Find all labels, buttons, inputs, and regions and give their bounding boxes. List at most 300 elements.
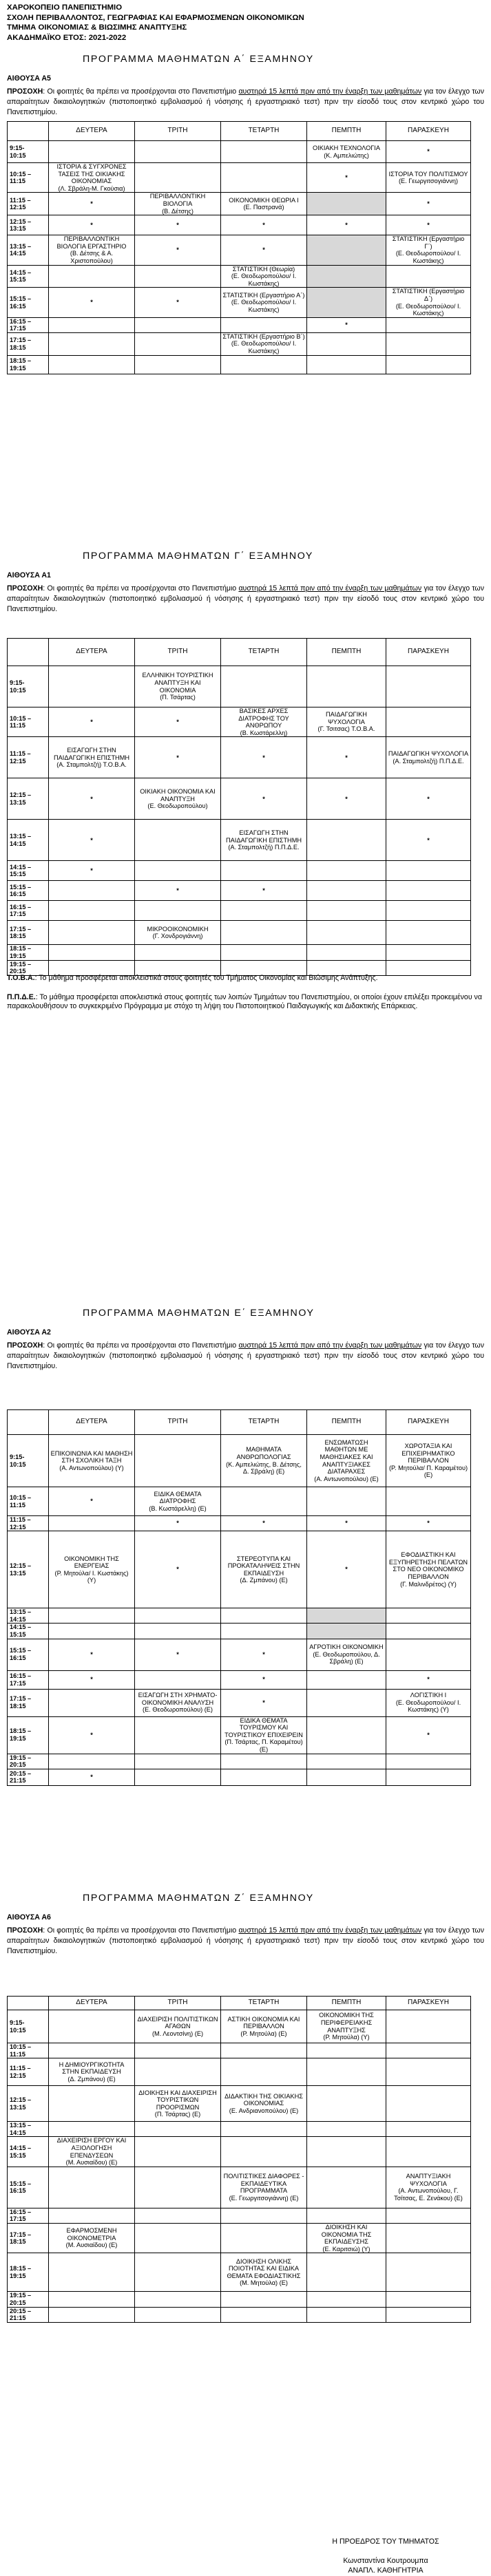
time-row [8,2010,471,2043]
course-cell [49,2058,135,2086]
course-cell [135,141,221,163]
course-name: ΠΕΡΙΒΑΛΛΟΝΤΙΚΗ ΒΙΟΛΟΓΙΑ ΕΡΓΑΣΤΗΡΙΟ [56,235,127,250]
empty-slot-mark: * [176,221,179,228]
instructor: (Α. Σταμπολτζή) Τ.Ο.Β.Α. [56,761,127,769]
time-row [8,1769,471,1785]
course-cell [307,193,386,215]
course-cell [135,265,221,288]
day-header: ΠΕΜΠΤΗ [307,1410,386,1435]
course-cell [386,2167,471,2208]
course-name: ΕΦΟΔΙΑΣΤΙΚΗ ΚΑΙ ΕΞΥΠΗΡΕΤΗΣΗ ΠΕΛΑΤΩΝ ΣΤΟ ΝΕΟ ΟΙΚΟΝΟΜΙΚΟ ΠΕΡΙΒΑΛΛΟΝ [388,1551,468,1580]
course-cell [135,1435,221,1487]
course-name: ΣΤΑΤΙΣΤΙΚΗ (Θεωρία) [232,265,295,273]
instructor: (Ε. Θεοδωροπούλου, Δ. Σβράλη) (Ε) [313,1650,380,1665]
course-cell [386,2223,471,2253]
course-cell [307,355,386,374]
day-header: ΤΡΙΤΗ [135,1997,221,2010]
course-cell [49,945,135,960]
course-cell [307,1769,386,1785]
empty-slot-mark: * [427,1676,430,1683]
empty-slot-mark: * [345,754,348,761]
course-cell [386,1716,471,1754]
course-cell [221,737,307,778]
course-name: ΙΣΤΟΡΙΑ & ΣΥΓΧΡΟΝΕΣ ΤΑΣΕΙΣ ΤΗΣ ΟΙΚΙΑΚΗΣ ΟΙΚΟΝΟΜΙΑΣ [56,163,127,185]
course-cell [386,1639,471,1670]
course-cell [49,141,135,163]
timetable [7,1409,471,1786]
day-header: ΠΕΜΠΤΗ [307,1997,386,2010]
course-cell [135,235,221,265]
room-label: ΑΙΘΟΥΣΑ Α6 [7,1913,51,1922]
course-cell [135,163,221,193]
course-cell [135,2167,221,2208]
course-cell [307,2122,386,2137]
empty-slot-mark: * [90,836,93,844]
time-slot: 16:15 – 17:15 [8,317,49,332]
day-header: ΔΕΥΤΕΡΑ [49,639,135,666]
empty-slot-mark: * [427,148,430,156]
course-cell [307,2043,386,2058]
room-label: ΑΙΘΟΥΣΑ Α1 [7,571,51,579]
course-name: ΕΙΣΑΓΩΓΗ ΣΤΗ ΧΡΗΜΑΤΟ-ΟΙΚΟΝΟΜΙΚΗ ΑΝΑΛΥΣΗ [138,1692,218,1706]
instructor: (Μ. Αυσιαίδου) (Ε) [65,2159,118,2167]
course-cell [307,820,386,861]
notice-label: ΠΡΟΣΟΧΗ [7,87,43,96]
time-slot: 9:15- 10:15 [8,141,49,163]
course-cell [221,945,307,960]
time-slot: 11:15 – 12:15 [8,1516,49,1531]
timetable [7,121,471,374]
semester-section [7,54,484,372]
time-slot: 9:15- 10:15 [8,2010,49,2043]
course-cell [386,921,471,945]
time-slot: 15:15 – 16:15 [8,2167,49,2208]
time-row [8,2122,471,2137]
course-name: ΠΑΙΔΑΓΩΓΙΚΗ ΨΥΧΟΛΟΓΙΑ [388,750,469,758]
course-cell [135,1608,221,1624]
course-cell [221,1624,307,1639]
course-cell [135,317,221,332]
course-cell [307,1516,386,1531]
course-cell [307,2010,386,2043]
empty-slot-mark: * [176,887,179,895]
course-cell [135,1624,221,1639]
instructor: (Α. Σταμπολτζή) Π.Π.Δ.Ε. [228,844,300,851]
time-row [8,265,471,288]
course-name: ΔΙΟΙΚΗΣΗ ΚΑΙ ΟΙΚΟΝΟΜΙΑ ΤΗΣ ΕΚΠΑΙΔΕΥΣΗΣ [321,2223,372,2246]
course-cell [49,2043,135,2058]
empty-slot-mark: * [262,754,265,761]
course-cell [221,265,307,288]
day-header: ΤΡΙΤΗ [135,122,221,141]
course-cell [307,1435,386,1487]
attendance-notice [7,584,484,615]
empty-slot-mark: * [345,1566,348,1573]
department-name: ΤΜΗΜΑ ΟΙΚΟΝΟΜΙΑΣ & ΒΙΩΣΙΜΗΣ ΑΝΑΠΤΥΞΗΣ [7,23,187,32]
time-row [8,193,471,215]
course-name: ΑΣΤΙΚΗ ΟΙΚΟΝΟΜΙΑ ΚΑΙ ΠΕΡΙΒΑΛΛΟΝ [227,2015,300,2030]
time-row [8,1754,471,1769]
course-cell [221,2307,307,2322]
course-cell [135,778,221,820]
empty-slot-mark: * [262,1650,265,1658]
empty-slot-mark: * [90,1731,93,1738]
instructor: (Π. Τσάρτας) (Ε) [154,2111,201,2118]
course-name: ΙΣΤΟΡΙΑ ΤΟΥ ΠΟΛΙΤΙΣΜΟΥ [388,170,468,178]
instructor: (Ρ. Μητούλα/ Π. Καραμέτου) (Ε) [388,1464,468,1479]
empty-slot-mark: * [427,795,430,802]
course-cell [135,881,221,901]
instructor: (Ε. Γεωργιτσογιάννη) (Ε) [229,2194,299,2202]
instructor: (Ρ. Μητούλα/ Ι. Κωστάκης) (Υ) [54,1569,129,1584]
course-cell [49,215,135,235]
instructor: (Β. Κωστάρελλη) (Ε) [149,1504,207,1512]
course-cell [307,2253,386,2292]
course-name: ΠΟΛΙΤΙΣΤΙΚΕΣ ΔΙΑΦΟΡΕΣ - ΕΚΠΑΙΔΕΥΤΙΚΑ ΠΡΟΓΡΑΜΜΑΤΑ [223,2173,304,2195]
course-name: ΕΦΑΡΜΟΣΜΕΝΗ ΟΙΚΟΝΟΜΕΤΡΙΑ [66,2227,117,2242]
time-slot: 10:15 – 11:15 [8,2043,49,2058]
empty-slot-mark: * [90,221,93,228]
day-header: ΤΕΤΑΡΤΗ [221,639,307,666]
course-name: ΧΩΡΟΤΑΞΙΑ ΚΑΙ ΕΠΙΧΕΙΡΗΜΑΤΙΚΟ ΠΕΡΙΒΑΛΛΟΝ [401,1443,455,1465]
instructor: (Β. Κωστάρελλη) [240,729,288,736]
header-corner [8,122,49,141]
course-cell [49,861,135,881]
instructor: (Ε. Θεοδωροπούλου) [147,802,208,810]
course-cell [49,2010,135,2043]
empty-slot-mark: * [176,1520,179,1527]
time-slot: 16:15 – 17:15 [8,2208,49,2223]
course-cell [221,2086,307,2122]
empty-slot-mark: * [262,1676,265,1683]
course-cell [135,861,221,881]
course-name: ΔΙΑΧΕΙΡΙΣΗ ΠΟΛΙΤΙΣΤΙΚΩΝ ΑΓΑΘΩΝ [137,2015,218,2030]
time-slot: 10:15 – 11:15 [8,1487,49,1516]
course-cell [221,2137,307,2167]
time-row [8,215,471,235]
course-cell [386,707,471,737]
empty-slot-mark: * [176,1650,179,1658]
course-cell [386,2010,471,2043]
course-cell [135,945,221,960]
empty-slot-mark: * [345,795,348,802]
day-header: ΤΕΤΑΡΤΗ [221,1997,307,2010]
notice-label: ΠΡΟΣΟΧΗ [7,1341,43,1350]
empty-slot-mark: * [345,321,348,328]
instructor: (Ε. Θεοδωροπούλου/ Ι. Κωστάκης) [231,340,297,355]
course-cell [135,2223,221,2253]
time-slot: 12:15 – 13:15 [8,778,49,820]
notice-emphasis: αυστηρά 15 λεπτά πριν από την έναρξη των μαθημάτων [238,1926,422,1935]
course-cell [49,265,135,288]
time-row [8,960,471,975]
time-row [8,355,471,374]
course-cell [386,332,471,355]
course-cell [386,820,471,861]
time-row [8,737,471,778]
course-cell [221,288,307,317]
course-cell [386,355,471,374]
time-slot: 13:15 – 14:15 [8,2122,49,2137]
course-name: ΕΝΣΩΜΑΤΩΣΗ ΜΑΘΗΤΩΝ ΜΕ ΜΑΘΗΣΙΑΚΕΣ ΚΑΙ ΑΝΑΠΤΥΞΙΑΚΕΣ ΔΙΑΤΑΡΑΧΕΣ [320,1438,373,1476]
course-cell [135,1754,221,1769]
course-name: ΣΤΑΤΙΣΤΙΚΗ (Εργαστήριο Γ΄) [392,235,465,250]
course-cell [49,355,135,374]
course-cell [221,2010,307,2043]
course-cell [386,778,471,820]
notice-label: ΠΡΟΣΟΧΗ [7,584,43,593]
course-cell [49,707,135,737]
instructor: (Α. Αντωνοπούλου, Γ. Τσίτσας, Ε. Ζενάκου) (Ε) [394,2187,463,2202]
empty-slot-mark: * [427,836,430,844]
course-cell [221,861,307,881]
course-cell [386,1608,471,1624]
day-header: ΠΑΡΑΣΚΕΥΗ [386,122,471,141]
time-row [8,945,471,960]
course-cell [49,2307,135,2322]
instructor: (Ε. Θεοδωροπούλου/ Ι. Κωστάκης) [231,299,297,313]
course-cell [221,1769,307,1785]
footnote-text: : Το μάθημα προσφέρεται αποκλειστικά στους φοιτητές των λοιπών Τμημάτων του Πανεπιστημίου, οι οποίοι έχουν επιλέξει προκειμένου να παρακολουθήσουν το συγκεκριμένο Πρόγραμμα με στόχο τη λήψη του Πιστοποιητικού Παιδαγωγικής και Διδακτικής Επάρκειας. [7,993,482,1010]
course-cell [386,141,471,163]
empty-slot-mark: * [345,173,348,181]
section-title: ΠΡΟΓΡΑΜΜΑ ΜΑΘΗΜΑΤΩΝ Α΄ ΕΞΑΜΗΝΟΥ [83,54,314,65]
empty-slot-mark: * [262,887,265,895]
time-row [8,921,471,945]
time-row [8,332,471,355]
academic-year: ΑΚΑΔΗΜΑΪΚΟ ΕΤΟΣ: 2021-2022 [7,33,127,42]
course-name: ΟΙΚΟΝΟΜΙΚΗ ΤΗΣ ΠΕΡΙΦΕΡΕΙΑΚΗΣ ΑΝΑΠΤΥΞΗΣ [319,2012,374,2034]
course-cell [49,1516,135,1531]
day-header: ΤΡΙΤΗ [135,1410,221,1435]
time-row [8,1639,471,1670]
time-slot: 14:15 – 15:15 [8,1624,49,1639]
time-slot: 17:15 – 18:15 [8,332,49,355]
day-header: ΤΡΙΤΗ [135,639,221,666]
instructor: (Ε. Θεοδωροπούλου/ Ι. Κωστάκης) (Υ) [395,1699,461,1714]
course-cell [49,193,135,215]
course-cell [307,1639,386,1670]
course-cell [135,2122,221,2137]
time-slot: 10:15 – 11:15 [8,163,49,193]
empty-slot-mark: * [262,221,265,228]
time-slot: 18:15 – 19:15 [8,1716,49,1754]
time-row [8,1670,471,1689]
empty-slot-mark: * [427,1731,430,1738]
time-row [8,820,471,861]
time-slot: 11:15 – 12:15 [8,193,49,215]
course-name: ΔΙΟΙΚΗΣΗ ΟΛΙΚΗΣ ΠΟΙΟΤΗΤΑΣ ΚΑΙ ΕΙΔΙΚΑ ΘΕΜΑΤΑ ΕΦΟΔΙΑΣΤΙΚΗΣ [227,2257,301,2279]
time-slot: 15:15 – 16:15 [8,881,49,901]
time-row [8,1435,471,1487]
notice-text-end: για τον έλεγχο των απαραίτητων δικαιολογητικών (πιστοποιητικό εμβολιασμού ή νόσησης ή εργαστηριακό τεστ) πριν την είσοδό τους στον κεντρικό χώρο του Πανεπιστημίου. [7,584,484,613]
instructor: (Μ. Μητούλα) (Ε) [240,2279,288,2287]
course-cell [135,666,221,707]
course-cell [49,1716,135,1754]
footnote [7,974,484,983]
course-cell [221,193,307,215]
time-row [8,2167,471,2208]
day-header: ΔΕΥΤΕΡΑ [49,122,135,141]
empty-slot-mark: * [90,1650,93,1658]
course-cell [386,2208,471,2223]
course-name: ΟΙΚΟΝΟΜΙΚΗ ΤΗΣ ΕΝΕΡΓΕΙΑΣ [64,1555,119,1570]
instructor: (Ε. Καριτσιώ) (Υ) [322,2245,370,2253]
course-cell [135,2137,221,2167]
course-cell [135,1769,221,1785]
time-row [8,2253,471,2292]
time-row [8,2043,471,2058]
instructor: (Ε. Θεοδωροπούλου/ Ι. Κωστάκης) [231,273,297,287]
course-name: ΠΑΙΔΑΓΩΓΙΚΗ ΨΥΧΟΛΟΓΙΑ [326,711,367,725]
course-cell [386,317,471,332]
course-cell [307,778,386,820]
course-name: ΔΙΔΑΚΤΙΚΗ ΤΗΣ ΟΙΚΙΑΚΗΣ ΟΙΚΟΝΟΜΙΑΣ [224,2092,303,2107]
course-cell [386,193,471,215]
course-cell [221,778,307,820]
course-cell [49,1769,135,1785]
course-cell [386,2307,471,2322]
course-cell [307,163,386,193]
semester-section [7,1308,484,1785]
course-cell [135,707,221,737]
course-cell [386,1670,471,1689]
course-cell [386,1435,471,1487]
header-corner [8,639,49,666]
course-cell [386,1516,471,1531]
course-cell [386,1487,471,1516]
time-slot: 14:15 – 15:15 [8,2137,49,2167]
empty-slot-mark: * [262,246,265,254]
course-cell [221,1516,307,1531]
course-cell [386,2122,471,2137]
empty-slot-mark: * [262,1520,265,1527]
course-name: ΟΙΚΙΑΚΗ ΟΙΚΟΝΟΜΙΑ ΚΑΙ ΑΝΑΠΤΥΞΗ [140,787,216,802]
empty-slot-mark: * [90,867,93,875]
time-slot: 13:15 – 14:15 [8,235,49,265]
course-name: ΔΙΟΙΚΗΣΗ ΚΑΙ ΔΙΑΧΕΙΡΙΣΗ ΤΟΥΡΙΣΤΙΚΩΝ ΠΡΟΟΡΙΣΜΩΝ [138,2089,217,2111]
notice-emphasis: αυστηρά 15 λεπτά πριν από την έναρξη των μαθημάτων [238,87,422,96]
signature-block [296,2537,475,2575]
notice-text-end: για τον έλεγχο των απαραίτητων δικαιολογητικών (πιστοποιητικό εμβολιασμού ή νόσησης ή εργαστηριακό τεστ) πριν την είσοδό τους στον κεντρικό χώρο του Πανεπιστημίου. [7,1926,484,1955]
attendance-notice [7,1926,484,1957]
course-cell [307,707,386,737]
time-slot: 13:15 – 14:15 [8,1608,49,1624]
course-cell [386,2058,471,2086]
course-cell [386,215,471,235]
course-cell [135,288,221,317]
course-cell [386,2253,471,2292]
course-cell [386,945,471,960]
notice-text: : Οι φοιτητές θα πρέπει να προσέρχονται στο Πανεπιστήμιο [43,584,239,593]
time-row [8,288,471,317]
course-cell [49,2167,135,2208]
course-cell [49,1487,135,1516]
course-name: ΟΙΚΙΑΚΗ ΤΕΧΝΟΛΟΓΙΑ [313,144,380,151]
notice-emphasis: αυστηρά 15 λεπτά πριν από την έναρξη των μαθημάτων [238,584,422,593]
notice-text: : Οι φοιτητές θα πρέπει να προσέρχονται στο Πανεπιστήμιο [43,1341,239,1350]
course-cell [307,215,386,235]
course-cell [135,1531,221,1608]
course-name: ΑΝΑΠΤΥΞΙΑΚΗ ΨΥΧΟΛΟΓΙΑ [406,2173,451,2187]
timetable [7,638,471,976]
course-cell [49,820,135,861]
course-cell [221,1531,307,1608]
header-corner [8,1410,49,1435]
course-cell [307,2307,386,2322]
course-cell [307,265,386,288]
instructor: (Ρ. Μητούλα) (Ε) [240,2030,287,2037]
course-name: ΣΤΑΤΙΣΤΙΚΗ (Εργαστήριο Δ΄) [392,288,465,302]
course-cell [386,163,471,193]
notice-text-end: για τον έλεγχο των απαραίτητων δικαιολογητικών (πιστοποιητικό εμβολιασμού ή νόσησης ή εργαστηριακό τεστ) πριν την είσοδό τους στον κεντρικό χώρο του Πανεπιστημίου. [7,87,484,116]
course-cell [386,1769,471,1785]
course-cell [49,235,135,265]
time-slot: 19:15 – 20:15 [8,2292,49,2307]
course-name: ΑΓΡΟΤΙΚΗ ΟΙΚΟΝΟΜΙΚΗ [309,1643,384,1651]
time-row [8,861,471,881]
course-cell [135,2307,221,2322]
course-cell [49,921,135,945]
course-cell [221,1487,307,1516]
course-cell [307,2223,386,2253]
course-cell [49,666,135,707]
course-cell [307,737,386,778]
course-cell [386,235,471,265]
day-header: ΠΑΡΑΣΚΕΥΗ [386,639,471,666]
time-slot: 17:15 – 18:15 [8,921,49,945]
course-cell [135,2208,221,2223]
footnote-text: : Το μάθημα προσφέρεται αποκλειστικά στους φοιτητές του Τμήματος Οικονομίας και Βιώσιμης Ανάπτυξης. [34,974,378,982]
course-cell [221,1639,307,1670]
course-cell [221,2292,307,2307]
day-header: ΤΕΤΑΡΤΗ [221,1410,307,1435]
course-cell [307,1531,386,1608]
course-cell [307,2167,386,2208]
course-cell [135,193,221,215]
time-slot: 14:15 – 15:15 [8,861,49,881]
time-slot: 12:15 – 13:15 [8,215,49,235]
instructor: (Ε. Θεοδωροπούλου/ Ι. Κωστάκης) [395,302,461,317]
course-cell [135,2292,221,2307]
course-cell [307,960,386,975]
course-cell [307,288,386,317]
instructor: (Δ. Ζμπάνου) (Ε) [67,2075,116,2083]
course-cell [49,1624,135,1639]
course-cell [49,1754,135,1769]
course-cell [49,901,135,921]
course-cell [49,2137,135,2167]
course-cell [221,1435,307,1487]
course-cell [135,1716,221,1754]
day-header: ΠΕΜΠΤΗ [307,639,386,666]
signature-title: Η ΠΡΟΕΔΡΟΣ ΤΟΥ ΤΜΗΜΑΤΟΣ [332,2537,439,2546]
instructor: (Γ. Μαλινδρέτος) (Υ) [400,1580,457,1588]
header-corner [8,1997,49,2010]
instructor: (Γ. Τσιτσας) Τ.Ο.Β.Α. [317,725,375,733]
time-slot: 16:15 – 17:15 [8,1670,49,1689]
course-cell [307,2058,386,2086]
course-cell [221,820,307,861]
time-slot: 20:15 – 21:15 [8,2307,49,2322]
course-cell [135,2086,221,2122]
room-label: ΑΙΘΟΥΣΑ Α2 [7,1328,51,1337]
time-slot: 11:15 – 12:15 [8,2058,49,2086]
course-cell [307,1624,386,1639]
time-row [8,1689,471,1716]
document-header [7,3,448,43]
course-cell [307,2086,386,2122]
